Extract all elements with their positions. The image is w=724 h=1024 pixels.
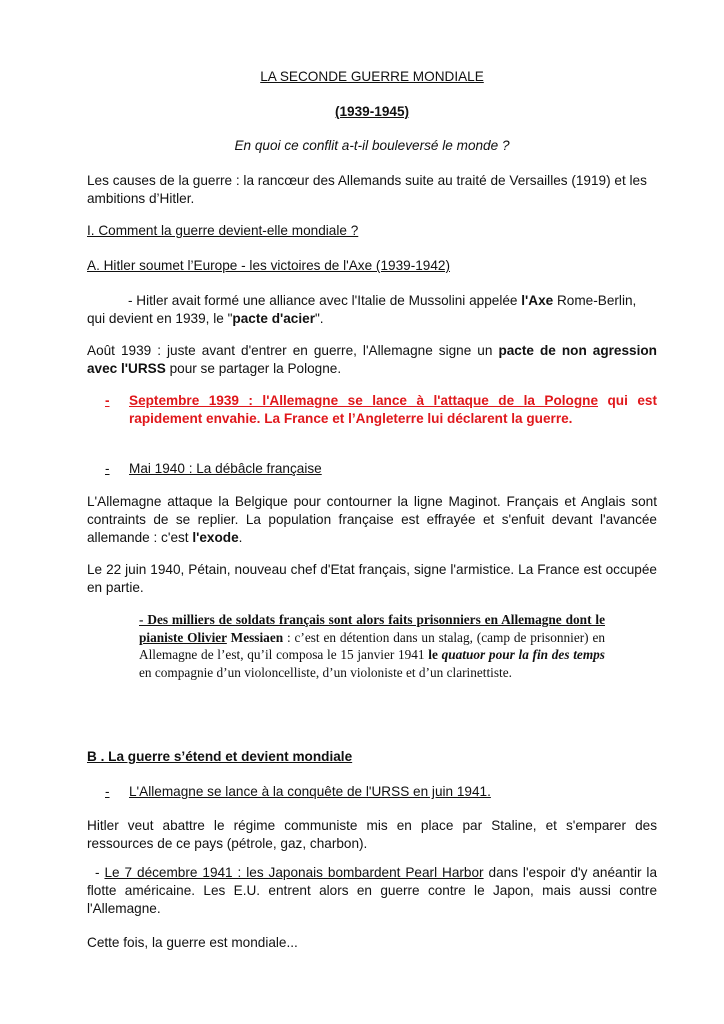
bullet-dash: - [105, 784, 110, 799]
axe-term: l'Axe [521, 293, 554, 308]
section-b-heading: B . La guerre s’étend et devient mondiale [87, 749, 353, 764]
armistice-paragraph: Le 22 juin 1940, Pétain, nouveau chef d'Etat français, signe l'armistice. La France est occupée en partie. [87, 562, 657, 595]
aout-1939-paragraph: Août 1939 : juste avant d'entrer en guerre, l'Allemagne signe un pacte de non agression avec l'URSS pour se partager la Pologne. [87, 343, 657, 376]
exode-term: l'exode [192, 530, 239, 545]
mai-1940-item: Mai 1940 : La débâcle française [129, 461, 322, 476]
section-a-heading: A. Hitler soumet l’Europe - les victoires de l'Axe (1939-1942) [87, 258, 450, 273]
bullet-dash: - [105, 393, 110, 408]
document-dates: (1939-1945) [334, 104, 410, 119]
pearl-harbor-paragraph: - Le 7 décembre 1941 : les Japonais bombardent Pearl Harbor dans l'espoir d'y anéantir la flotte américaine. Les E.U. entrent alors en guerre contre le Japon, mais aussi contre l'Allemagne. [87, 865, 658, 916]
part-1-heading: I. Comment la guerre devient-elle mondiale ? [87, 223, 359, 238]
guiding-question: En quoi ce conflit a-t-il bouleversé le monde ? [234, 138, 510, 153]
alliance-paragraph: - Hitler avait formé une alliance avec l'Italie de Mussolini appelée l'Axe Rome-Berlin, qui devient en 1939, le "pacte d'acier". [87, 293, 637, 326]
quatuor-title: quatuor pour la fin des temps [441, 647, 605, 663]
document-title: LA SECONDE GUERRE MONDIALE [260, 69, 484, 84]
bullet-dash: - [105, 461, 110, 476]
causes-paragraph: Les causes de la guerre : la rancœur des Allemands suite au traité de Versailles (1919) et les ambitions d’Hitler. [87, 173, 647, 206]
conclusion-paragraph: Cette fois, la guerre est mondiale... [87, 935, 298, 950]
pacte-acier-term: pacte d'acier [232, 311, 315, 326]
staline-paragraph: Hitler veut abattre le régime communiste mis en place par Staline, et s'emparer des ressources de ce pays (pétrole, gaz, charbon). [87, 818, 657, 851]
urss-item: L'Allemagne se lance à la conquête de l'URSS en juin 1941. [129, 784, 491, 799]
messiaen-paragraph: - Des milliers de soldats français sont alors faits prisonniers en Allemagne dont le pianiste Olivier Messiaen : c’est en détention dans un stalag, (camp de prisonnier) en Allemagne de l’est, qu’il composa le 15 janvier 1941 le quatuor pour la fin des temps en compagnie d’un violoncelliste, d’un violoniste et d’un clarinettiste. [139, 612, 605, 680]
pacte-urss-term: pacte de non agression avec l'URSS [87, 343, 657, 376]
septembre-1939-item: Septembre 1939 : l'Allemagne se lance à l'attaque de la Pologne qui est rapidement envahie. La France et l’Angleterre lui déclarent la guerre. [129, 393, 657, 426]
belgique-paragraph: L'Allemagne attaque la Belgique pour contourner la ligne Maginot. Français et Anglais sont contraints de se replier. La population française est effrayée et s'enfuit devant l'avancée allemande : c'est l'exode. [87, 494, 657, 545]
